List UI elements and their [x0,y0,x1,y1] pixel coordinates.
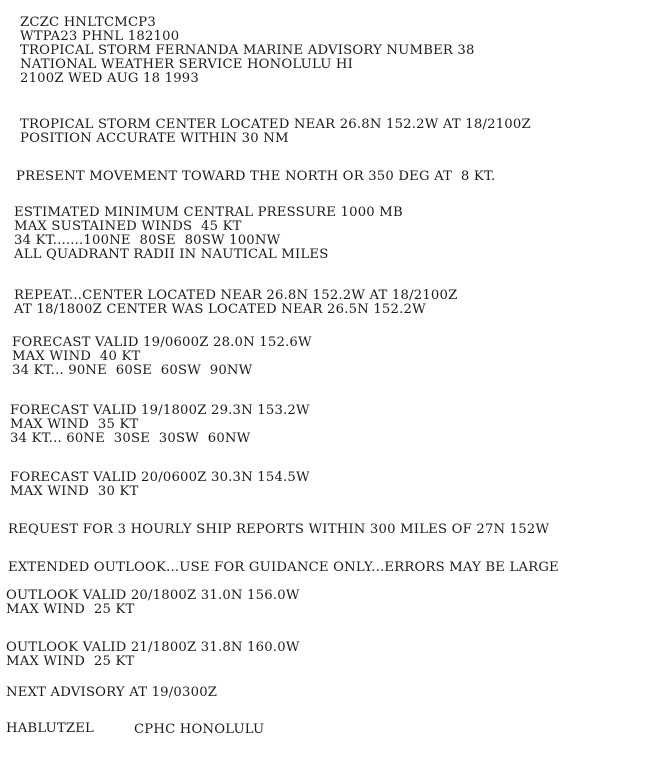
extended-outlook-note: EXTENDED OUTLOOK...USE FOR GUIDANCE ONLY...ERRORS MAY BE LARGE [8,560,559,575]
outlook-1-valid: OUTLOOK VALID 20/1800Z 31.0N 156.0W [6,588,300,603]
max-sustained-winds: MAX SUSTAINED WINDS 45 KT [14,219,242,234]
previous-position: AT 18/1800Z CENTER WAS LOCATED NEAR 26.5N 152.2W [14,302,426,317]
forecast-1-valid: FORECAST VALID 19/0600Z 28.0N 152.6W [12,335,312,350]
repeat-center: REPEAT...CENTER LOCATED NEAR 26.8N 152.2W AT 18/2100Z [14,288,458,303]
outlook-2-max-wind: MAX WIND 25 KT [6,654,135,669]
forecast-1-max-wind: MAX WIND 40 KT [12,349,141,364]
forecast-1-radii: 34 KT... 90NE 60SE 60SW 90NW [12,363,253,378]
issuing-office: NATIONAL WEATHER SERVICE HONOLULU HI [20,57,354,72]
outlook-1-max-wind: MAX WIND 25 KT [6,602,135,617]
forecast-2-max-wind: MAX WIND 35 KT [10,417,139,432]
forecast-3-valid: FORECAST VALID 20/0600Z 30.3N 154.5W [10,470,310,485]
advisory-title: TROPICAL STORM FERNANDA MARINE ADVISORY NUMBER 38 [20,43,475,58]
forecast-2-radii: 34 KT... 60NE 30SE 30SW 60NW [10,431,251,446]
header-line-1: ZCZC HNLTCMCP3 [20,15,156,30]
issue-time: 2100Z WED AUG 18 1993 [20,71,199,86]
header-line-2: WTPA23 PHNL 182100 [20,29,180,44]
forecast-3-max-wind: MAX WIND 30 KT [10,484,139,499]
min-pressure: ESTIMATED MINIMUM CENTRAL PRESSURE 1000 MB [14,205,403,220]
radii-units-note: ALL QUADRANT RADII IN NAUTICAL MILES [14,247,329,262]
center-location: TROPICAL STORM CENTER LOCATED NEAR 26.8N 152.2W AT 18/2100Z [20,117,531,132]
ship-report-request: REQUEST FOR 3 HOURLY SHIP REPORTS WITHIN 300 MILES OF 27N 152W [8,522,550,537]
present-movement: PRESENT MOVEMENT TOWARD THE NORTH OR 350 DEG AT 8 KT. [16,169,496,184]
issuing-center: CPHC HONOLULU [134,722,265,737]
next-advisory: NEXT ADVISORY AT 19/0300Z [6,685,218,700]
forecaster-name: HABLUTZEL [6,721,95,736]
position-accuracy: POSITION ACCURATE WITHIN 30 NM [20,131,289,146]
wind-radii: 34 KT.......100NE 80SE 80SW 100NW [14,233,281,248]
outlook-2-valid: OUTLOOK VALID 21/1800Z 31.8N 160.0W [6,640,300,655]
forecast-2-valid: FORECAST VALID 19/1800Z 29.3N 153.2W [10,403,310,418]
